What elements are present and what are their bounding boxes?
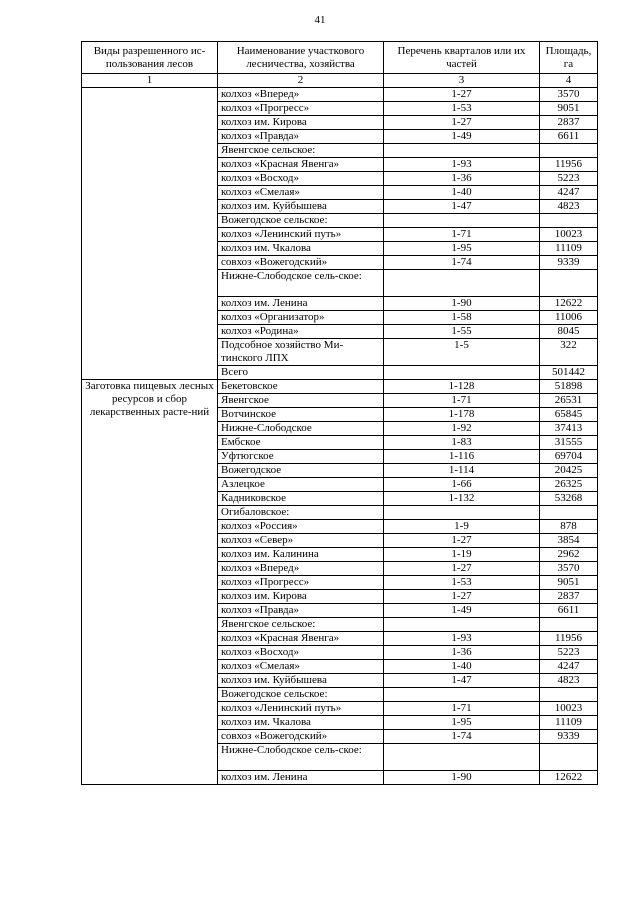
forestry-name-cell: колхоз им. Калинина <box>218 548 384 562</box>
quarters-cell: 1-95 <box>384 716 540 730</box>
forestry-name-cell: колхоз «Правда» <box>218 604 384 618</box>
quarters-cell: 1-71 <box>384 702 540 716</box>
area-cell: 3570 <box>540 562 598 576</box>
column-number-4: 4 <box>540 74 598 88</box>
area-cell <box>540 144 598 158</box>
header-quarters: Перечень кварталов или их частей <box>384 42 540 74</box>
quarters-cell: 1-90 <box>384 771 540 785</box>
area-cell: 12622 <box>540 771 598 785</box>
quarters-cell: 1-116 <box>384 450 540 464</box>
area-cell: 4247 <box>540 660 598 674</box>
quarters-cell: 1-114 <box>384 464 540 478</box>
forestry-name-cell: колхоз «Север» <box>218 534 384 548</box>
quarters-cell <box>384 214 540 228</box>
forestry-name-cell: колхоз «Вперед» <box>218 88 384 102</box>
quarters-cell: 1-36 <box>384 646 540 660</box>
use-type-cell: Заготовка пищевых лесных ресурсов и сбор лекарственных расте-ний <box>82 380 218 785</box>
area-cell: 37413 <box>540 422 598 436</box>
forestry-name-cell: Азлецкое <box>218 478 384 492</box>
quarters-cell <box>384 506 540 520</box>
area-cell: 878 <box>540 520 598 534</box>
quarters-cell: 1-40 <box>384 186 540 200</box>
forestry-name-cell: Явенгское сельское: <box>218 144 384 158</box>
forestry-name-cell: колхоз «Прогресс» <box>218 102 384 116</box>
forestry-name-cell: Ембское <box>218 436 384 450</box>
forestry-name-cell: колхоз им. Кирова <box>218 590 384 604</box>
area-cell: 53268 <box>540 492 598 506</box>
column-number-1: 1 <box>82 74 218 88</box>
forestry-name-cell: Кадниковское <box>218 492 384 506</box>
quarters-cell: 1-178 <box>384 408 540 422</box>
area-cell: 11956 <box>540 632 598 646</box>
area-cell: 2962 <box>540 548 598 562</box>
forestry-name-cell: колхоз «Родина» <box>218 325 384 339</box>
quarters-cell: 1-36 <box>384 172 540 186</box>
forestry-name-cell: Вотчинское <box>218 408 384 422</box>
area-cell: 322 <box>540 339 598 366</box>
quarters-cell <box>384 688 540 702</box>
forest-use-table <box>81 41 598 785</box>
area-cell: 3570 <box>540 88 598 102</box>
forestry-name-cell: колхоз «Смелая» <box>218 186 384 200</box>
area-cell: 6611 <box>540 604 598 618</box>
quarters-cell: 1-71 <box>384 228 540 242</box>
forestry-name-cell: совхоз «Вожегодский» <box>218 730 384 744</box>
forestry-name-cell: Вожегодское <box>218 464 384 478</box>
forestry-name-cell: Явенгское сельское: <box>218 618 384 632</box>
quarters-cell: 1-27 <box>384 534 540 548</box>
quarters-cell: 1-93 <box>384 158 540 172</box>
forestry-name-cell: Уфтюгское <box>218 450 384 464</box>
forestry-name-cell: Огибаловское: <box>218 506 384 520</box>
quarters-cell <box>384 366 540 380</box>
area-cell: 12622 <box>540 297 598 311</box>
area-cell: 11109 <box>540 716 598 730</box>
quarters-cell: 1-49 <box>384 130 540 144</box>
area-cell: 5223 <box>540 172 598 186</box>
forestry-name-cell: колхоз «Правда» <box>218 130 384 144</box>
header-forestry-name: Наименование участкового лесничества, хозяйства <box>218 42 384 74</box>
forestry-name-cell: колхоз им. Кирова <box>218 116 384 130</box>
table-body <box>82 88 598 785</box>
quarters-cell: 1-93 <box>384 632 540 646</box>
area-cell: 2837 <box>540 590 598 604</box>
area-cell <box>540 506 598 520</box>
quarters-cell: 1-92 <box>384 422 540 436</box>
quarters-cell: 1-27 <box>384 562 540 576</box>
forestry-name-cell: колхоз им. Чкалова <box>218 242 384 256</box>
forestry-name-cell: колхоз «Восход» <box>218 172 384 186</box>
forestry-name-cell: колхоз «Россия» <box>218 520 384 534</box>
forestry-name-cell: колхоз «Прогресс» <box>218 576 384 590</box>
forestry-name-cell: колхоз «Вперед» <box>218 562 384 576</box>
table-row <box>82 380 598 394</box>
column-number-2: 2 <box>218 74 384 88</box>
area-cell: 2837 <box>540 116 598 130</box>
forestry-name-cell: колхоз «Красная Явенга» <box>218 158 384 172</box>
area-cell: 26531 <box>540 394 598 408</box>
forestry-name-cell: колхоз «Восход» <box>218 646 384 660</box>
quarters-cell: 1-9 <box>384 520 540 534</box>
forestry-name-cell: колхоз им. Чкалова <box>218 716 384 730</box>
quarters-cell: 1-40 <box>384 660 540 674</box>
page-number: 41 <box>314 14 326 26</box>
forestry-name-cell: колхоз им. Ленина <box>218 297 384 311</box>
quarters-cell <box>384 744 540 771</box>
forestry-name-cell: колхоз «Красная Явенга» <box>218 632 384 646</box>
area-cell: 26325 <box>540 478 598 492</box>
area-cell: 11006 <box>540 311 598 325</box>
quarters-cell <box>384 144 540 158</box>
area-cell: 9051 <box>540 576 598 590</box>
area-cell: 9051 <box>540 102 598 116</box>
area-cell: 9339 <box>540 256 598 270</box>
area-cell: 11109 <box>540 242 598 256</box>
quarters-cell: 1-132 <box>384 492 540 506</box>
forestry-name-cell: Всего <box>218 366 384 380</box>
quarters-cell: 1-49 <box>384 604 540 618</box>
area-cell: 5223 <box>540 646 598 660</box>
quarters-cell: 1-74 <box>384 256 540 270</box>
header-use-type: Виды разрешенного ис-пользования лесов <box>82 42 218 74</box>
forestry-name-cell: совхоз «Вожегодский» <box>218 256 384 270</box>
area-cell: 6611 <box>540 130 598 144</box>
forestry-name-cell: колхоз «Ленинский путь» <box>218 228 384 242</box>
quarters-cell: 1-19 <box>384 548 540 562</box>
quarters-cell: 1-90 <box>384 297 540 311</box>
quarters-cell: 1-5 <box>384 339 540 366</box>
quarters-cell: 1-27 <box>384 590 540 604</box>
forestry-name-cell: колхоз им. Ленина <box>218 771 384 785</box>
column-number-3: 3 <box>384 74 540 88</box>
forestry-name-cell: колхоз «Смелая» <box>218 660 384 674</box>
quarters-cell: 1-27 <box>384 116 540 130</box>
area-cell: 31555 <box>540 436 598 450</box>
area-cell <box>540 214 598 228</box>
table-row <box>82 88 598 102</box>
use-type-cell <box>82 88 218 380</box>
quarters-cell: 1-55 <box>384 325 540 339</box>
quarters-cell: 1-53 <box>384 576 540 590</box>
forestry-name-cell: Нижне-Слободское <box>218 422 384 436</box>
quarters-cell: 1-27 <box>384 88 540 102</box>
quarters-cell <box>384 270 540 297</box>
forestry-name-cell: Бекетовское <box>218 380 384 394</box>
quarters-cell: 1-74 <box>384 730 540 744</box>
area-cell <box>540 270 598 297</box>
area-cell: 501442 <box>540 366 598 380</box>
quarters-cell: 1-128 <box>384 380 540 394</box>
area-cell <box>540 618 598 632</box>
quarters-cell: 1-47 <box>384 200 540 214</box>
quarters-cell: 1-66 <box>384 478 540 492</box>
header-row <box>82 42 598 74</box>
quarters-cell: 1-95 <box>384 242 540 256</box>
area-cell: 4823 <box>540 200 598 214</box>
area-cell: 65845 <box>540 408 598 422</box>
area-cell: 3854 <box>540 534 598 548</box>
area-cell: 69704 <box>540 450 598 464</box>
area-cell: 9339 <box>540 730 598 744</box>
quarters-cell: 1-47 <box>384 674 540 688</box>
quarters-cell: 1-71 <box>384 394 540 408</box>
forestry-name-cell: Нижне-Слободское сель-ское: <box>218 744 384 771</box>
area-cell: 51898 <box>540 380 598 394</box>
quarters-cell: 1-53 <box>384 102 540 116</box>
quarters-cell: 1-58 <box>384 311 540 325</box>
area-cell <box>540 744 598 771</box>
quarters-cell: 1-83 <box>384 436 540 450</box>
forestry-name-cell: колхоз им. Куйбышева <box>218 200 384 214</box>
area-cell: 11956 <box>540 158 598 172</box>
area-cell <box>540 688 598 702</box>
forestry-name-cell: Вожегодское сельское: <box>218 214 384 228</box>
column-number-row <box>82 74 598 88</box>
forestry-name-cell: Явенгское <box>218 394 384 408</box>
forestry-name-cell: Вожегодское сельское: <box>218 688 384 702</box>
area-cell: 10023 <box>540 228 598 242</box>
area-cell: 8045 <box>540 325 598 339</box>
area-cell: 20425 <box>540 464 598 478</box>
forestry-name-cell: колхоз им. Куйбышева <box>218 674 384 688</box>
quarters-cell <box>384 618 540 632</box>
forestry-name-cell: колхоз «Ленинский путь» <box>218 702 384 716</box>
forestry-name-cell: колхоз «Организатор» <box>218 311 384 325</box>
forestry-name-cell: Нижне-Слободское сель-ское: <box>218 270 384 297</box>
area-cell: 10023 <box>540 702 598 716</box>
area-cell: 4247 <box>540 186 598 200</box>
area-cell: 4823 <box>540 674 598 688</box>
forestry-name-cell: Подсобное хозяйство Ми-тинского ЛПХ <box>218 339 384 366</box>
header-area: Площадь, га <box>540 42 598 74</box>
